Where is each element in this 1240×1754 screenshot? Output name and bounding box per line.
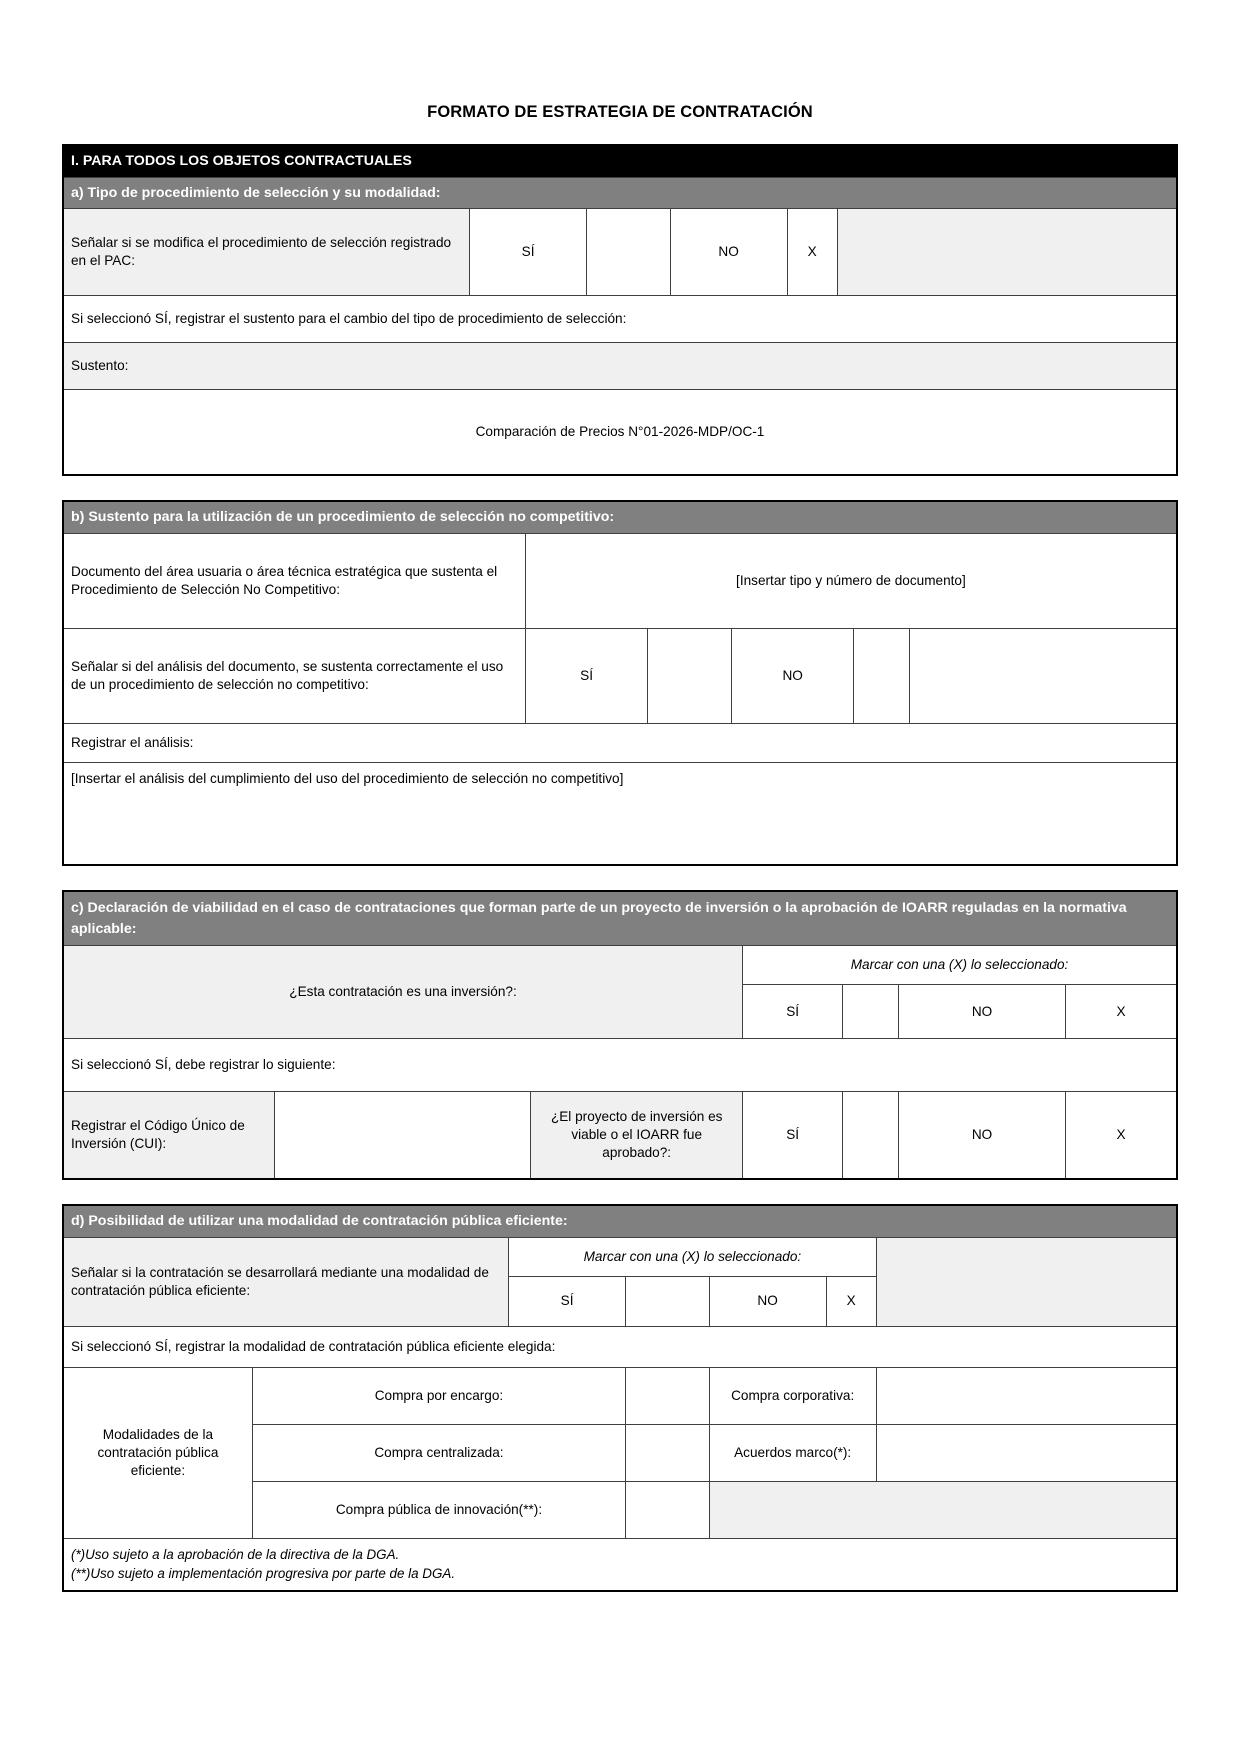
block-d-mark-instruction-row: [63, 1237, 1177, 1276]
block-b-analysis-label: Registrar el análisis:: [63, 724, 1177, 763]
block-d-mark-instruction: Marcar con una (X) lo seleccionado:: [509, 1237, 877, 1276]
block-b-yes-label: SÍ: [525, 629, 648, 724]
block-d-banner: [63, 1205, 1177, 1237]
block-b-document-row: [63, 534, 1177, 629]
block-b-document-value[interactable]: [Insertar tipo y número de documento]: [525, 534, 1177, 629]
block-b-document-label: Documento del área usuaria o área técnica estratégica que sustenta el Procedimiento de Selección No Competitivo:: [63, 534, 525, 629]
block-d-modality-5-label: Compra pública de innovación(**):: [252, 1481, 625, 1538]
block-b-no-label: NO: [731, 629, 854, 724]
block-a-sustento-label: Sustento:: [63, 343, 1177, 390]
block-a-instruction: Si seleccionó SÍ, registrar el sustento para el cambio del tipo de procedimiento de selección:: [63, 296, 1177, 343]
section-I-banner: [63, 145, 1177, 177]
block-a-spare-cell: [837, 209, 1177, 296]
block-d-spare-cell: [876, 1237, 1177, 1326]
block-c-cui-row: [63, 1092, 1177, 1180]
block-a-sustento-label-row: [63, 343, 1177, 390]
block-c-viability-yes-label: SÍ: [743, 1092, 843, 1180]
block-c-yes-label: SÍ: [743, 985, 843, 1039]
block-c-table: [62, 890, 1178, 1180]
block-c-viability-question: ¿El proyecto de inversión es viable o el IOARR fue aprobado?:: [531, 1092, 743, 1180]
block-b-spare-cell: [910, 629, 1177, 724]
block-d-modality-5-checkbox[interactable]: [626, 1481, 710, 1538]
block-b-table: [62, 500, 1178, 866]
block-d-modality-empty-cell: [709, 1481, 1177, 1538]
block-d-instruction-row: [63, 1326, 1177, 1367]
page-title: FORMATO DE ESTRATEGIA DE CONTRATACIÓN: [427, 103, 813, 121]
block-a-yes-label: SÍ: [470, 209, 587, 296]
block-a-sustento-value[interactable]: Comparación de Precios N°01-2026-MDP/OC-1: [63, 390, 1177, 476]
block-d-footnotes: [63, 1538, 1177, 1590]
block-d-modality-4-label: Acuerdos marco(*):: [709, 1424, 876, 1481]
block-d-yes-checkbox[interactable]: [626, 1276, 710, 1326]
block-c-heading: c) Declaración de viabilidad en el caso de contrataciones que forman parte de un proyecto de inversión o la aprobación de IOARR reguladas en la normativa aplicable:: [63, 891, 1177, 946]
block-b-yes-checkbox[interactable]: [648, 629, 732, 724]
block-b-no-checkbox[interactable]: [854, 629, 910, 724]
block-c-no-label: NO: [898, 985, 1065, 1039]
block-a-question: Señalar si se modifica el procedimiento de selección registrado en el PAC:: [63, 209, 470, 296]
block-d-modality-1-label: Compra por encargo:: [252, 1367, 625, 1424]
block-a-yes-checkbox[interactable]: [587, 209, 671, 296]
block-d-footnotes-row: [63, 1538, 1177, 1590]
block-c-instruction-row: [63, 1039, 1177, 1092]
block-d-modality-1-checkbox[interactable]: [626, 1367, 710, 1424]
block-c-cui-value[interactable]: [275, 1092, 531, 1180]
block-c-mark-instruction: Marcar con una (X) lo seleccionado:: [743, 946, 1177, 985]
block-d-no-checkbox[interactable]: X: [826, 1276, 876, 1326]
block-d-instruction: Si seleccionó SÍ, registrar la modalidad de contratación pública eficiente elegida:: [63, 1326, 1177, 1367]
block-a-instruction-row: [63, 296, 1177, 343]
block-a-banner: [63, 177, 1177, 209]
block-d-table: [62, 1204, 1178, 1592]
block-b-question-row: [63, 629, 1177, 724]
block-d-question: Señalar si la contratación se desarrollará mediante una modalidad de contratación pública eficiente:: [63, 1237, 509, 1326]
block-c-banner: [63, 891, 1177, 946]
block-b-analysis-value[interactable]: [Insertar el análisis del cumplimiento del uso del procedimiento de selección no competitivo]: [63, 763, 1177, 866]
block-a-sustento-value-row: [63, 390, 1177, 476]
block-d-modalities-label: Modalidades de la contratación pública eficiente:: [63, 1367, 252, 1538]
block-c-mark-instruction-row: [63, 946, 1177, 985]
block-a-no-label: NO: [670, 209, 787, 296]
block-b-analysis-label-row: [63, 724, 1177, 763]
block-b-analysis-value-row: [63, 763, 1177, 866]
block-d-modality-3-checkbox[interactable]: [626, 1424, 710, 1481]
block-a-table: [62, 144, 1178, 476]
block-d-modality-2-label: Compra corporativa:: [709, 1367, 876, 1424]
block-c-question: ¿Esta contratación es una inversión?:: [63, 946, 743, 1039]
block-d-heading: d) Posibilidad de utilizar una modalidad de contratación pública eficiente:: [63, 1205, 1177, 1237]
block-a-heading: a) Tipo de procedimiento de selección y su modalidad:: [63, 177, 1177, 209]
block-d-footnote-2: (**)Uso sujeto a implementación progresiva por parte de la DGA.: [71, 1566, 456, 1582]
block-a-no-checkbox[interactable]: X: [787, 209, 837, 296]
block-d-modality-row-1: [63, 1367, 1177, 1424]
block-a-question-row: [63, 209, 1177, 296]
block-d-modality-3-label: Compra centralizada:: [252, 1424, 625, 1481]
section-I-heading: I. PARA TODOS LOS OBJETOS CONTRACTUALES: [63, 145, 1177, 177]
block-c-cui-label: Registrar el Código Único de Inversión (CUI):: [63, 1092, 275, 1180]
block-d-footnote-1: (*)Uso sujeto a la aprobación de la directiva de la DGA.: [71, 1546, 400, 1562]
block-c-yes-checkbox[interactable]: [843, 985, 899, 1039]
block-b-question: Señalar si del análisis del documento, se sustenta correctamente el uso de un procedimiento de selección no competitivo:: [63, 629, 525, 724]
block-d-no-label: NO: [709, 1276, 826, 1326]
block-b-heading: b) Sustento para la utilización de un procedimiento de selección no competitivo:: [63, 501, 1177, 533]
block-d-modality-4-checkbox[interactable]: [876, 1424, 1177, 1481]
block-c-viability-no-label: NO: [898, 1092, 1065, 1180]
block-c-no-checkbox[interactable]: X: [1066, 985, 1177, 1039]
block-c-viability-no-checkbox[interactable]: X: [1066, 1092, 1177, 1180]
block-c-viability-yes-checkbox[interactable]: [843, 1092, 899, 1180]
block-d-modality-2-checkbox[interactable]: [876, 1367, 1177, 1424]
block-b-banner: [63, 501, 1177, 533]
block-c-instruction: Si seleccionó SÍ, debe registrar lo siguiente:: [63, 1039, 1177, 1092]
block-d-yes-label: SÍ: [509, 1276, 626, 1326]
